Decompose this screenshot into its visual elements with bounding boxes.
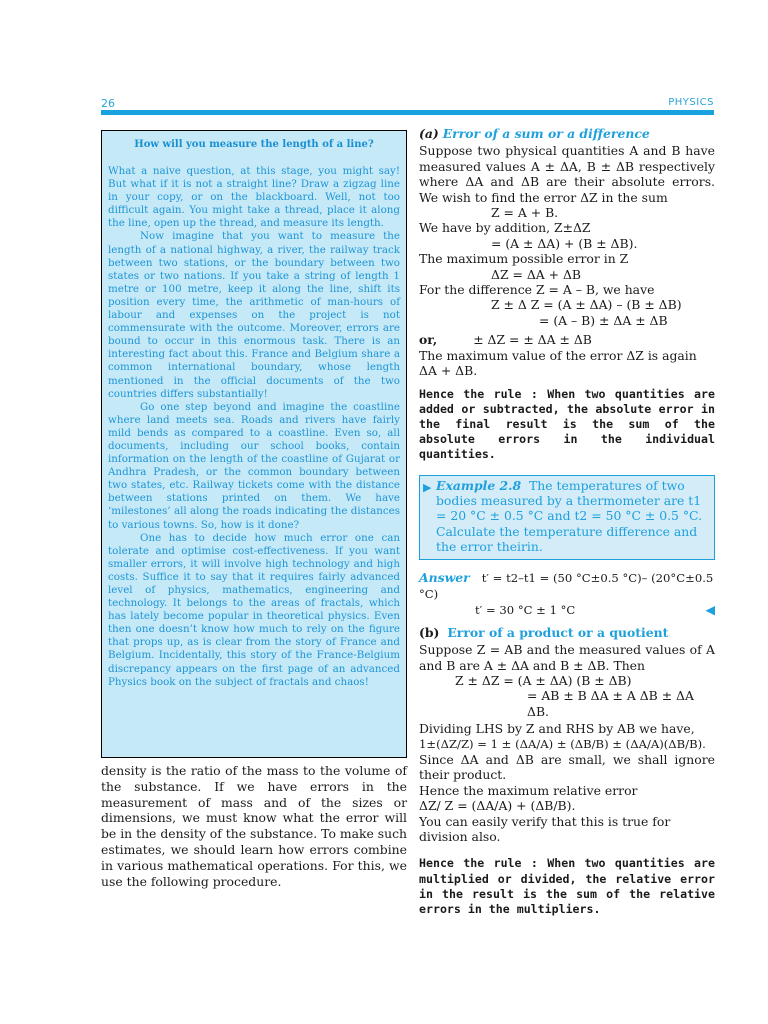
answer-line (419, 570, 715, 603)
rule-statement: Hence the rule : When two quantities are multiplied or divided, the relative error in the result is the sum of the relative errors in the multipliers. (419, 856, 715, 917)
body-paragraph: We have by addition, Z±ΔZ (419, 220, 591, 236)
box-paragraph: What a naive question, at this stage, you might say! But what if it is not a straight line? Draw a zigzag line in your copy, or on the blackboard. Well, not too difficult again. You might take a thread, place it along the line, open up the thread, and measure its length. (108, 165, 400, 230)
box-title: How will you measure the length of a line? (134, 139, 374, 150)
body-paragraph: Since ΔA and ΔB are small, we shall ignore their product. (419, 752, 715, 783)
body-paragraph: Hence the maximum relative error (419, 782, 638, 798)
right-column (419, 126, 715, 917)
equation: = (A – B) ± ΔA ± ΔB (539, 312, 668, 328)
body-paragraph: You can easily verify that this is true for division also. (419, 813, 671, 845)
section-a-heading (419, 126, 715, 141)
section-b-label: (b) (419, 624, 440, 640)
body-paragraph: Dividing LHS by Z and RHS by AB we have, (419, 721, 695, 737)
example-label: Example 2.8 (436, 477, 522, 493)
running-header-subject: PHYSICS (668, 97, 714, 108)
equation: ± ΔZ = ± ΔA ± ΔB (473, 332, 592, 348)
body-paragraph: The maximum value of the error ΔZ is again ΔA + ΔB. (419, 347, 697, 379)
body-paragraph: Suppose Z = AB and the measured values of A and B are A ± ΔA and B ± ΔB. Then (419, 642, 715, 673)
body-paragraph: Suppose two physical quantities A and B have measured values A ± ΔA, B ± ΔB respectively where ΔA and ΔB are their absolute errors. We wish to find the error ΔZ in the sum (419, 143, 715, 205)
box-paragraph: Go one step beyond and imagine the coastline where land meets sea. Roads and rivers have fairly mild bends as compared to a coastline. Even so, all documents, including our school books, contain information on the length of the coastline of Gujarat or Andhra Pradesh, or the common boundary between two states, etc. Railway tickets come with the distance between stations printed on them. We have ‘milestones’ all along the roads indicating the distances to various towns. So, how is it done? (108, 400, 400, 531)
section-b-heading (419, 625, 715, 640)
header-rule (101, 110, 714, 115)
section-a-title: Error of a sum or a difference (442, 126, 650, 141)
end-of-example-icon: ◀ (705, 602, 715, 618)
sidebar-box (101, 130, 407, 758)
box-paragraph: One has to decide how much error one can tolerate and optimise cost-effectiveness. If you want smaller errors, it will involve high technology and high costs. Suffice it to say that it requires fairly advanced level of physics, mathematics, engineering and technology. It belongs to the areas of fractals, which has lately become popular in theoretical physics. Even then one doesn’t know how much to rely on the figure that props up, as is clear from the story of France and Belgium. Incidentally, this story of the France-Belgium discrepancy appears on the first page of an advanced Physics book on the subject of fractals and chaos! (108, 531, 400, 688)
equation: Z = A + B. (491, 205, 559, 221)
answer-label: Answer (419, 569, 470, 585)
equation: Z ± ΔZ = (A ± ΔA) (B ± ΔB) (455, 672, 632, 688)
example-text: The temperatures of two bodies measured by a thermometer are t1 = 20 °C ± 0.5 °C and t2 = 50 °C ± 0.5 °C. Calculate the temperature difference and the error theirin. (436, 477, 703, 555)
or-label: or, (419, 332, 438, 348)
section-b-title: Error of a product or a quotient (447, 624, 669, 640)
equation: 1±(ΔZ/Z) = 1 ± (ΔA/A) ± (ΔB/B) ± (ΔA/A)(ΔB/B). (419, 736, 706, 751)
equation: ΔZ/ Z = (ΔA/A) + (ΔB/B). (419, 798, 576, 814)
equation: Z ± Δ Z = (A ± ΔA) – (B ± ΔB) (491, 297, 682, 313)
equation-line (419, 332, 715, 347)
rule-statement: Hence the rule : When two quantities are added or subtracted, the absolute error in the final result is the sum of the absolute errors in the individual quantities. (419, 386, 715, 462)
body-paragraph: density is the ratio of the mass to the volume of the substance. If we have errors in the measurement of mass and of the sizes or dimensions, we must know what the error will be in the density of the substance. To make such estimates, we should learn how errors combine in various mathematical operations. For this, we use the following procedure. (101, 763, 408, 889)
body-paragraph: The maximum possible error in Z (419, 251, 629, 267)
triangle-marker-icon: ▶ (423, 480, 432, 494)
equation: ΔZ = ΔA + ΔB (491, 266, 582, 282)
section-a-label: (a) (419, 126, 439, 141)
body-paragraph: For the difference Z = A – B, we have (419, 282, 655, 298)
equation: t′ = 30 °C ± 1 °C (475, 603, 576, 618)
equation: = (A ± ΔA) + (B ± ΔB). (491, 235, 638, 251)
box-paragraph: Now imagine that you want to measure the length of a national highway, a river, the railway track between two stations, or the boundary between two states or two nations. If you take a string of length 1 metre or 100 metre, keep it along the line, shift its position every time, the arithmetic of man-hours of labour and expenses on the project is not commensurate with the outcome. Moreover, errors are bound to occur in this enormous task. There is an interesting fact about this. France and Belgium share a common international boundary, whose length mentioned in the official documents of the two countries differs substantially! (108, 230, 400, 400)
page-number: 26 (101, 97, 115, 110)
equation: = AB ± B ΔA ± A ΔB ± ΔA ΔB. (527, 688, 694, 719)
equation: t′ = t2–t1 = (50 °C±0.5 °C)– (20°C±0.5 °C) (419, 570, 714, 601)
example-box (419, 475, 715, 560)
equation-line (419, 602, 715, 618)
